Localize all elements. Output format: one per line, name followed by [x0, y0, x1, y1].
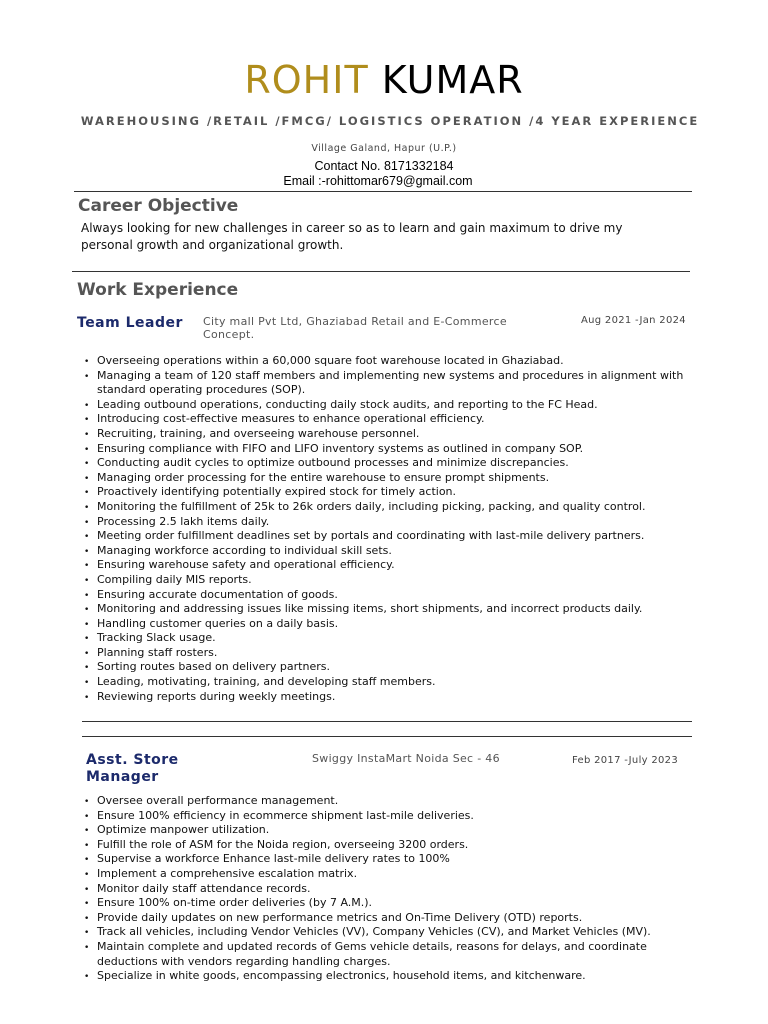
- company-line: Concept.: [203, 328, 255, 341]
- list-item: • Optimize manpower utilization.: [84, 823, 674, 838]
- company-line: City mall Pvt Ltd, Ghaziabad Retail and E-Commerce: [203, 315, 507, 328]
- list-item: • Proactively identifying potentially expired stock for timely action.: [84, 485, 684, 500]
- list-item: • Managing order processing for the entire warehouse to ensure prompt shipments.: [84, 471, 684, 486]
- list-item: • Monitor daily staff attendance records.: [84, 882, 674, 897]
- company-name: [203, 315, 543, 341]
- list-item: • Implement a comprehensive escalation matrix.: [84, 867, 674, 882]
- job-responsibilities: [84, 794, 674, 984]
- career-objective-line: Always looking for new challenges in career so as to learn and gain maximum to drive my: [81, 221, 623, 235]
- list-item: • Leading, motivating, training, and developing staff members.: [84, 675, 684, 690]
- list-item: • Conducting audit cycles to optimize outbound processes and minimize discrepancies.: [84, 456, 684, 471]
- divider: [72, 271, 690, 272]
- email-address: Email :-rohittomar679@gmail.com: [283, 174, 473, 188]
- first-name: ROHIT: [244, 58, 369, 102]
- job-dates: Feb 2017 -July 2023: [572, 755, 678, 766]
- list-item: • Leading outbound operations, conducting daily stock audits, and reporting to the FC Head.: [84, 398, 684, 413]
- list-item: • Specialize in white goods, encompassing electronics, household items, and kitchenware.: [84, 969, 674, 984]
- contact-number: Contact No. 8171332184: [314, 159, 454, 173]
- headline: WAREHOUSING /RETAIL /FMCG/ LOGISTICS OPERATION /4 YEAR EXPERIENCE: [80, 114, 700, 128]
- divider: [74, 191, 692, 192]
- list-item: • Compiling daily MIS reports.: [84, 573, 684, 588]
- list-item: • Ensuring accurate documentation of goods.: [84, 588, 684, 603]
- job-title-line: Manager: [86, 769, 159, 785]
- list-item: • Ensure 100% on-time order deliveries (by 7 A.M.).: [84, 896, 674, 911]
- list-item: • Planning staff rosters.: [84, 646, 684, 661]
- list-item: • Monitoring and addressing issues like missing items, short shipments, and incorrect products daily.: [84, 602, 684, 617]
- list-item: • Maintain complete and updated records of Gems vehicle details, reasons for delays, and coordinate deductions with vendors regarding handling charges.: [84, 940, 674, 969]
- list-item: • Meeting order fulfillment deadlines set by portals and coordinating with last-mile delivery partners.: [84, 529, 684, 544]
- address: Village Galand, Hapur (U.P.): [311, 143, 457, 154]
- list-item: • Introducing cost-effective measures to enhance operational efficiency.: [84, 412, 684, 427]
- list-item: • Ensuring compliance with FIFO and LIFO inventory systems as outlined in company SOP.: [84, 442, 684, 457]
- list-item: • Sorting routes based on delivery partners.: [84, 660, 684, 675]
- list-item: • Handling customer queries on a daily basis.: [84, 617, 684, 632]
- job-responsibilities: [84, 354, 684, 704]
- list-item: • Track all vehicles, including Vendor Vehicles (VV), Company Vehicles (CV), and Market Vehicles (MV).: [84, 925, 674, 940]
- job-dates: Aug 2021 -Jan 2024: [581, 315, 686, 326]
- list-item: • Managing a team of 120 staff members and implementing new systems and procedures in alignment with standard operating procedures (SOP).: [84, 369, 684, 398]
- list-item: • Oversee overall performance management.: [84, 794, 674, 809]
- list-item: • Ensure 100% efficiency in ecommerce shipment last-mile deliveries.: [84, 809, 674, 824]
- job-title: [86, 752, 179, 786]
- list-item: • Managing workforce according to individual skill sets.: [84, 544, 684, 559]
- divider: [82, 721, 692, 722]
- list-item: • Ensuring warehouse safety and operational efficiency.: [84, 558, 684, 573]
- candidate-name: [0, 56, 768, 104]
- list-item: • Provide daily updates on new performance metrics and On-Time Delivery (OTD) reports.: [84, 911, 674, 926]
- list-item: • Processing 2.5 lakh items daily.: [84, 515, 684, 530]
- job-title-line: Asst. Store: [86, 752, 179, 768]
- list-item: • Overseeing operations within a 60,000 square foot warehouse located in Ghaziabad.: [84, 354, 684, 369]
- work-experience-title: Work Experience: [77, 280, 239, 300]
- career-objective-title: Career Objective: [78, 196, 239, 216]
- list-item: • Fulfill the role of ASM for the Noida region, overseeing 3200 orders.: [84, 838, 674, 853]
- list-item: • Reviewing reports during weekly meetings.: [84, 690, 684, 705]
- career-objective-text: [81, 220, 701, 254]
- list-item: • Monitoring the fulfillment of 25k to 26k orders daily, including picking, packing, and quality control.: [84, 500, 684, 515]
- job-title: Team Leader: [77, 315, 183, 331]
- list-item: • Recruiting, training, and overseeing warehouse personnel.: [84, 427, 684, 442]
- list-item: • Supervise a workforce Enhance last-mile delivery rates to 100%: [84, 852, 674, 867]
- career-objective-line: personal growth and organizational growth.: [81, 238, 344, 252]
- last-name: KUMAR: [381, 58, 524, 102]
- list-item: • Tracking Slack usage.: [84, 631, 684, 646]
- company-name: Swiggy InstaMart Noida Sec - 46: [312, 752, 500, 765]
- divider: [82, 736, 692, 737]
